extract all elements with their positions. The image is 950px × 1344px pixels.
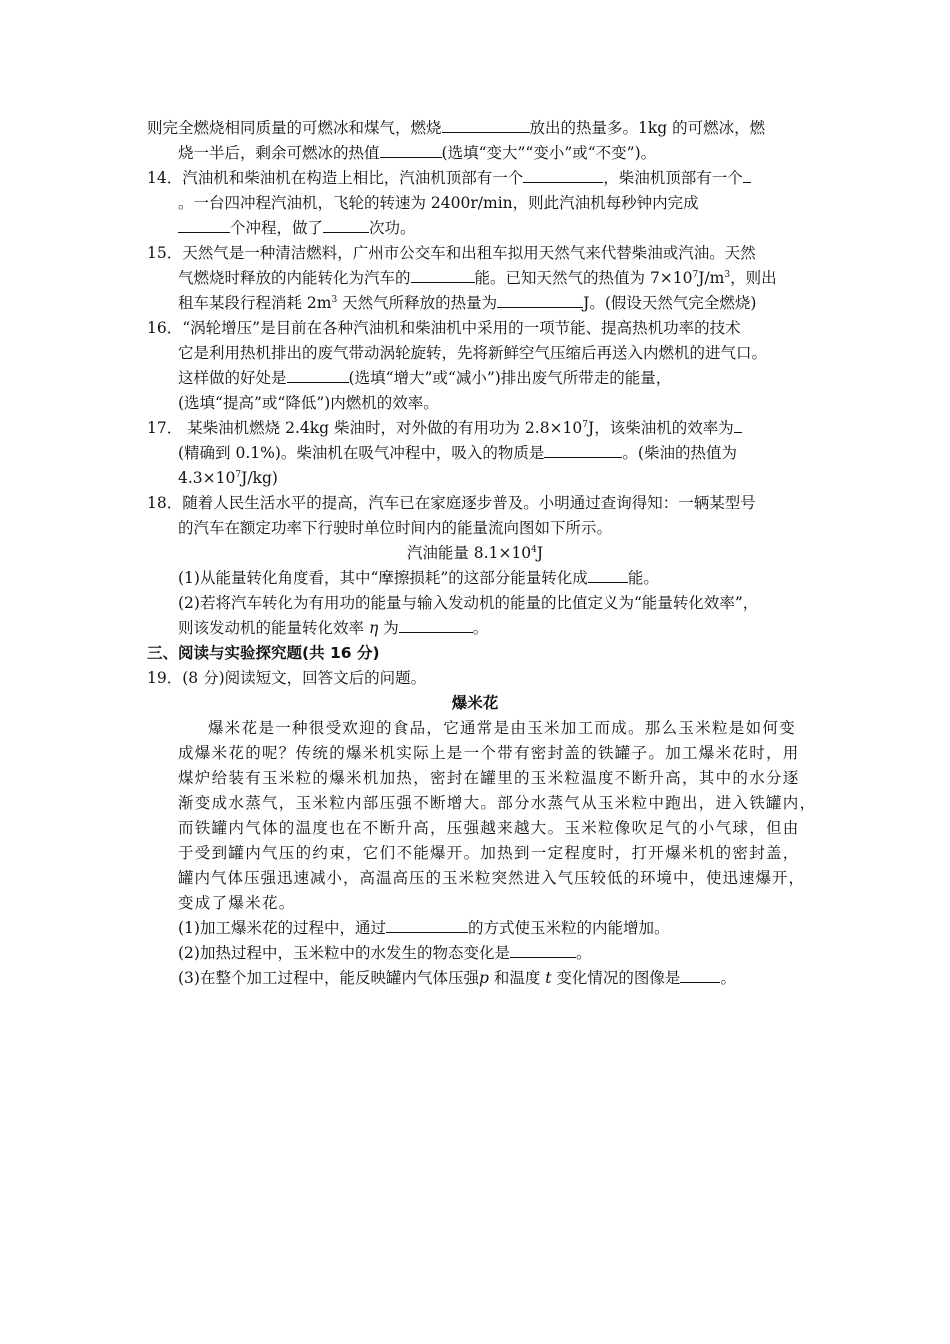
q16-text: “涡轮增压”是目前在各种汽油机和柴油机中采用的一项节能、提高热机功率的技术 (182, 319, 741, 337)
q18-blank-2[interactable] (399, 618, 473, 633)
q17-text: (精确到 0.1%)。柴油机在吸气冲程中，吸入的物质是 (178, 444, 545, 462)
q14-blank-4[interactable] (323, 218, 369, 233)
pressure-symbol: p (478, 969, 489, 987)
article-line-2 (178, 743, 800, 763)
q18-text: 能。 (627, 569, 659, 587)
q13-text: 放出的热量多。1kg 的可燃冰，燃 (529, 119, 766, 137)
superscript: 7 (692, 270, 699, 280)
q13-line2 (178, 143, 656, 163)
q14-blank-3[interactable] (178, 218, 230, 233)
q17-text: 某柴油机燃烧 2.4kg 柴油时，对外做的有用功为 2.8×10 (182, 419, 583, 437)
q15-text: 天然气是一种清洁燃料，广州市公交车和出租车拟用天然气来代替柴油或汽油。天然 (182, 244, 756, 262)
superscript: 3 (331, 295, 338, 305)
q14-line1 (147, 168, 751, 188)
q19-blank-2[interactable] (510, 943, 576, 958)
q19-text: 变化情况的图像是 (551, 969, 681, 987)
article-text: 罐内气体压强迅速减小，高温高压的玉米粒突然进入气压较低的环境中，使迅速爆开， (178, 869, 806, 887)
article-line-7 (178, 868, 805, 888)
question-number: 16． (147, 319, 183, 337)
q13-line1 (147, 118, 765, 138)
question-number: 17． (147, 419, 183, 437)
q13-text: (选填“变大”“变小”或“不变”)。 (441, 144, 657, 162)
q16-text: (选填“增大”或“减小”)排出废气所带走的能量， (348, 369, 672, 387)
q15-text: J/m (698, 269, 725, 287)
q15-line3 (178, 293, 756, 313)
q17-line3 (178, 468, 278, 488)
q19-text: (2)加热过程中，玉米粒中的水发生的物态变化是 (178, 944, 510, 962)
section-title: 三、阅读与实验探究题(共 16 分) (147, 644, 380, 662)
energy-flow-caption (0, 543, 950, 563)
article-title (0, 693, 950, 713)
section-heading (147, 643, 380, 663)
question-number: 18． (147, 494, 183, 512)
q15-blank-2[interactable] (497, 293, 583, 308)
q18-text: 。 (472, 619, 489, 637)
q18-line2 (178, 518, 612, 538)
q15-blank-1[interactable] (411, 268, 475, 283)
q17-text: 。(柴油的热值为 (622, 444, 737, 462)
q18-sub2-line1 (178, 593, 758, 613)
q19-blank-3[interactable] (680, 968, 720, 983)
q17-line2 (178, 443, 737, 463)
q14-line2 (178, 193, 699, 213)
q16-line4 (178, 393, 439, 413)
question-number: 19． (147, 669, 183, 687)
q18-text: 随着人民生活水平的提高，汽车已在家庭逐步普及。小明通过查询得知：一辆某型号 (182, 494, 756, 512)
q13-text: 则完全燃烧相同质量的可燃冰和煤气，燃烧 (147, 119, 442, 137)
q15-text: 气燃烧时释放的内能转化为汽车的 (178, 269, 411, 287)
q19-sub1 (178, 918, 669, 938)
q15-text: ，则出 (730, 269, 777, 287)
article-text: 爆米花是一种很受欢迎的食品，它通常是由玉米加工而成。那么玉米粒是如何变 (208, 719, 797, 737)
q16-text: (选填“提高”或“降低”)内燃机的效率。 (178, 394, 439, 412)
superscript: 4 (531, 545, 537, 555)
q14-text: 次功。 (369, 219, 416, 237)
article-line-8 (178, 893, 296, 913)
q19-text: 。 (575, 944, 592, 962)
article-text: 变成了爆米花。 (178, 894, 296, 912)
article-line-3 (178, 768, 800, 788)
article-text: 煤炉给装有玉米粒的爆米机加热，密封在罐里的玉米粒温度不断升高，其中的水分逐 (178, 769, 800, 787)
q16-line1 (147, 318, 741, 338)
q18-text: 的汽车在额定功率下行驶时单位时间内的能量流向图如下所示。 (178, 519, 613, 537)
q18-sub1 (178, 568, 659, 588)
q19-text: 的方式使玉米粒的内能增加。 (467, 919, 670, 937)
q15-text: 租车某段行程消耗 2m (178, 294, 332, 312)
superscript: 7 (235, 470, 242, 480)
article-text: 成爆米花的呢？传统的爆米机实际上是一个带有密封盖的铁罐子。加工爆米花时，用 (178, 744, 800, 762)
q18-blank-1[interactable] (588, 568, 628, 583)
q19-blank-1[interactable] (386, 918, 468, 933)
temperature-symbol: t (545, 969, 552, 987)
energy-text: J (536, 544, 544, 562)
q18-sub2-line2 (178, 618, 488, 638)
q17-line1 (147, 418, 742, 438)
q14-blank-1[interactable] (523, 168, 603, 183)
question-number: 14． (147, 169, 183, 187)
article-line-6 (178, 843, 800, 863)
q19-text: (8 分)阅读短文，回答文后的问题。 (182, 669, 427, 687)
q17-text: 4.3×10 (178, 469, 236, 487)
q16-text: 这样做的好处是 (178, 369, 287, 387)
q19-text: (1)加工爆米花的过程中，通过 (178, 919, 386, 937)
q18-text: (1)从能量转化角度看，其中“摩擦损耗”的这部分能量转化成 (178, 569, 588, 587)
article-text: 于受到罐内气压的约束，它们不能爆开。加热到一定程度时，打开爆米机的密封盖， (178, 844, 800, 862)
q14-blank-2[interactable] (743, 168, 751, 183)
q18-text: (2)若将汽车转化为有用功的能量与输入发动机的能量的比值定义为“能量转化效率”， (178, 594, 759, 612)
q14-line3 (178, 218, 416, 238)
q13-blank-2[interactable] (380, 143, 442, 158)
q17-blank-2[interactable] (544, 443, 622, 458)
article-line-5 (178, 818, 800, 838)
q15-text: 能。已知天然气的热值为 7×10 (474, 269, 693, 287)
q19-intro (147, 668, 426, 688)
superscript: 3 (724, 270, 731, 280)
q19-sub2 (178, 943, 591, 963)
q14-text: ，柴油机顶部有一个 (603, 169, 743, 187)
q13-text: 烧一半后，剩余可燃冰的热值 (178, 144, 380, 162)
q16-blank-1[interactable] (287, 368, 349, 383)
superscript: 7 (582, 420, 589, 430)
q13-blank-1[interactable] (442, 118, 530, 133)
q15-line1 (147, 243, 756, 263)
article-line-4 (178, 793, 816, 813)
q16-line3 (178, 368, 671, 388)
q15-text: J。(假设天然气完全燃烧) (583, 294, 757, 312)
q14-text: 个冲程，做了 (230, 219, 324, 237)
q17-blank-1[interactable] (734, 418, 742, 433)
q15-text: 天然气所释放的热量为 (337, 294, 498, 312)
q19-text: 和温度 (488, 969, 546, 987)
eta-symbol: η (368, 619, 379, 637)
q17-text: J/kg) (241, 469, 278, 487)
q19-sub3 (178, 968, 736, 988)
q19-text: 。 (720, 969, 736, 987)
article-text: 渐变成水蒸气，玉米粒内部压强不断增大。部分水蒸气从玉米粒中跑出，进入铁罐内， (178, 794, 817, 812)
q18-text: 则该发动机的能量转化效率 (178, 619, 365, 637)
q15-line2 (178, 268, 777, 288)
q16-line2 (178, 343, 767, 363)
q16-text: 它是利用热机排出的废气带动涡轮旋转，先将新鲜空气压缩后再送入内燃机的进气口。 (178, 344, 768, 362)
q18-text: 为 (383, 619, 399, 637)
q14-text: 。一台四冲程汽油机，飞轮的转速为 2400r/min，则此汽油机每秒钟内完成 (178, 194, 699, 212)
article-line-1 (208, 718, 796, 738)
question-number: 15． (147, 244, 183, 262)
article-text: 而铁罐内气体的温度也在不断升高，压强越来越大。玉米粒像吹足气的小气球，但由 (178, 819, 800, 837)
q18-line1 (147, 493, 756, 513)
q19-text: (3)在整个加工过程中，能反映罐内气体压强 (178, 969, 479, 987)
article-title-text: 爆米花 (451, 694, 499, 712)
q14-text: 汽油机和柴油机在构造上相比，汽油机顶部有一个 (182, 169, 524, 187)
energy-text: 汽油能量 8.1×10 (406, 544, 532, 562)
q17-text: J，该柴油机的效率为 (588, 419, 734, 437)
